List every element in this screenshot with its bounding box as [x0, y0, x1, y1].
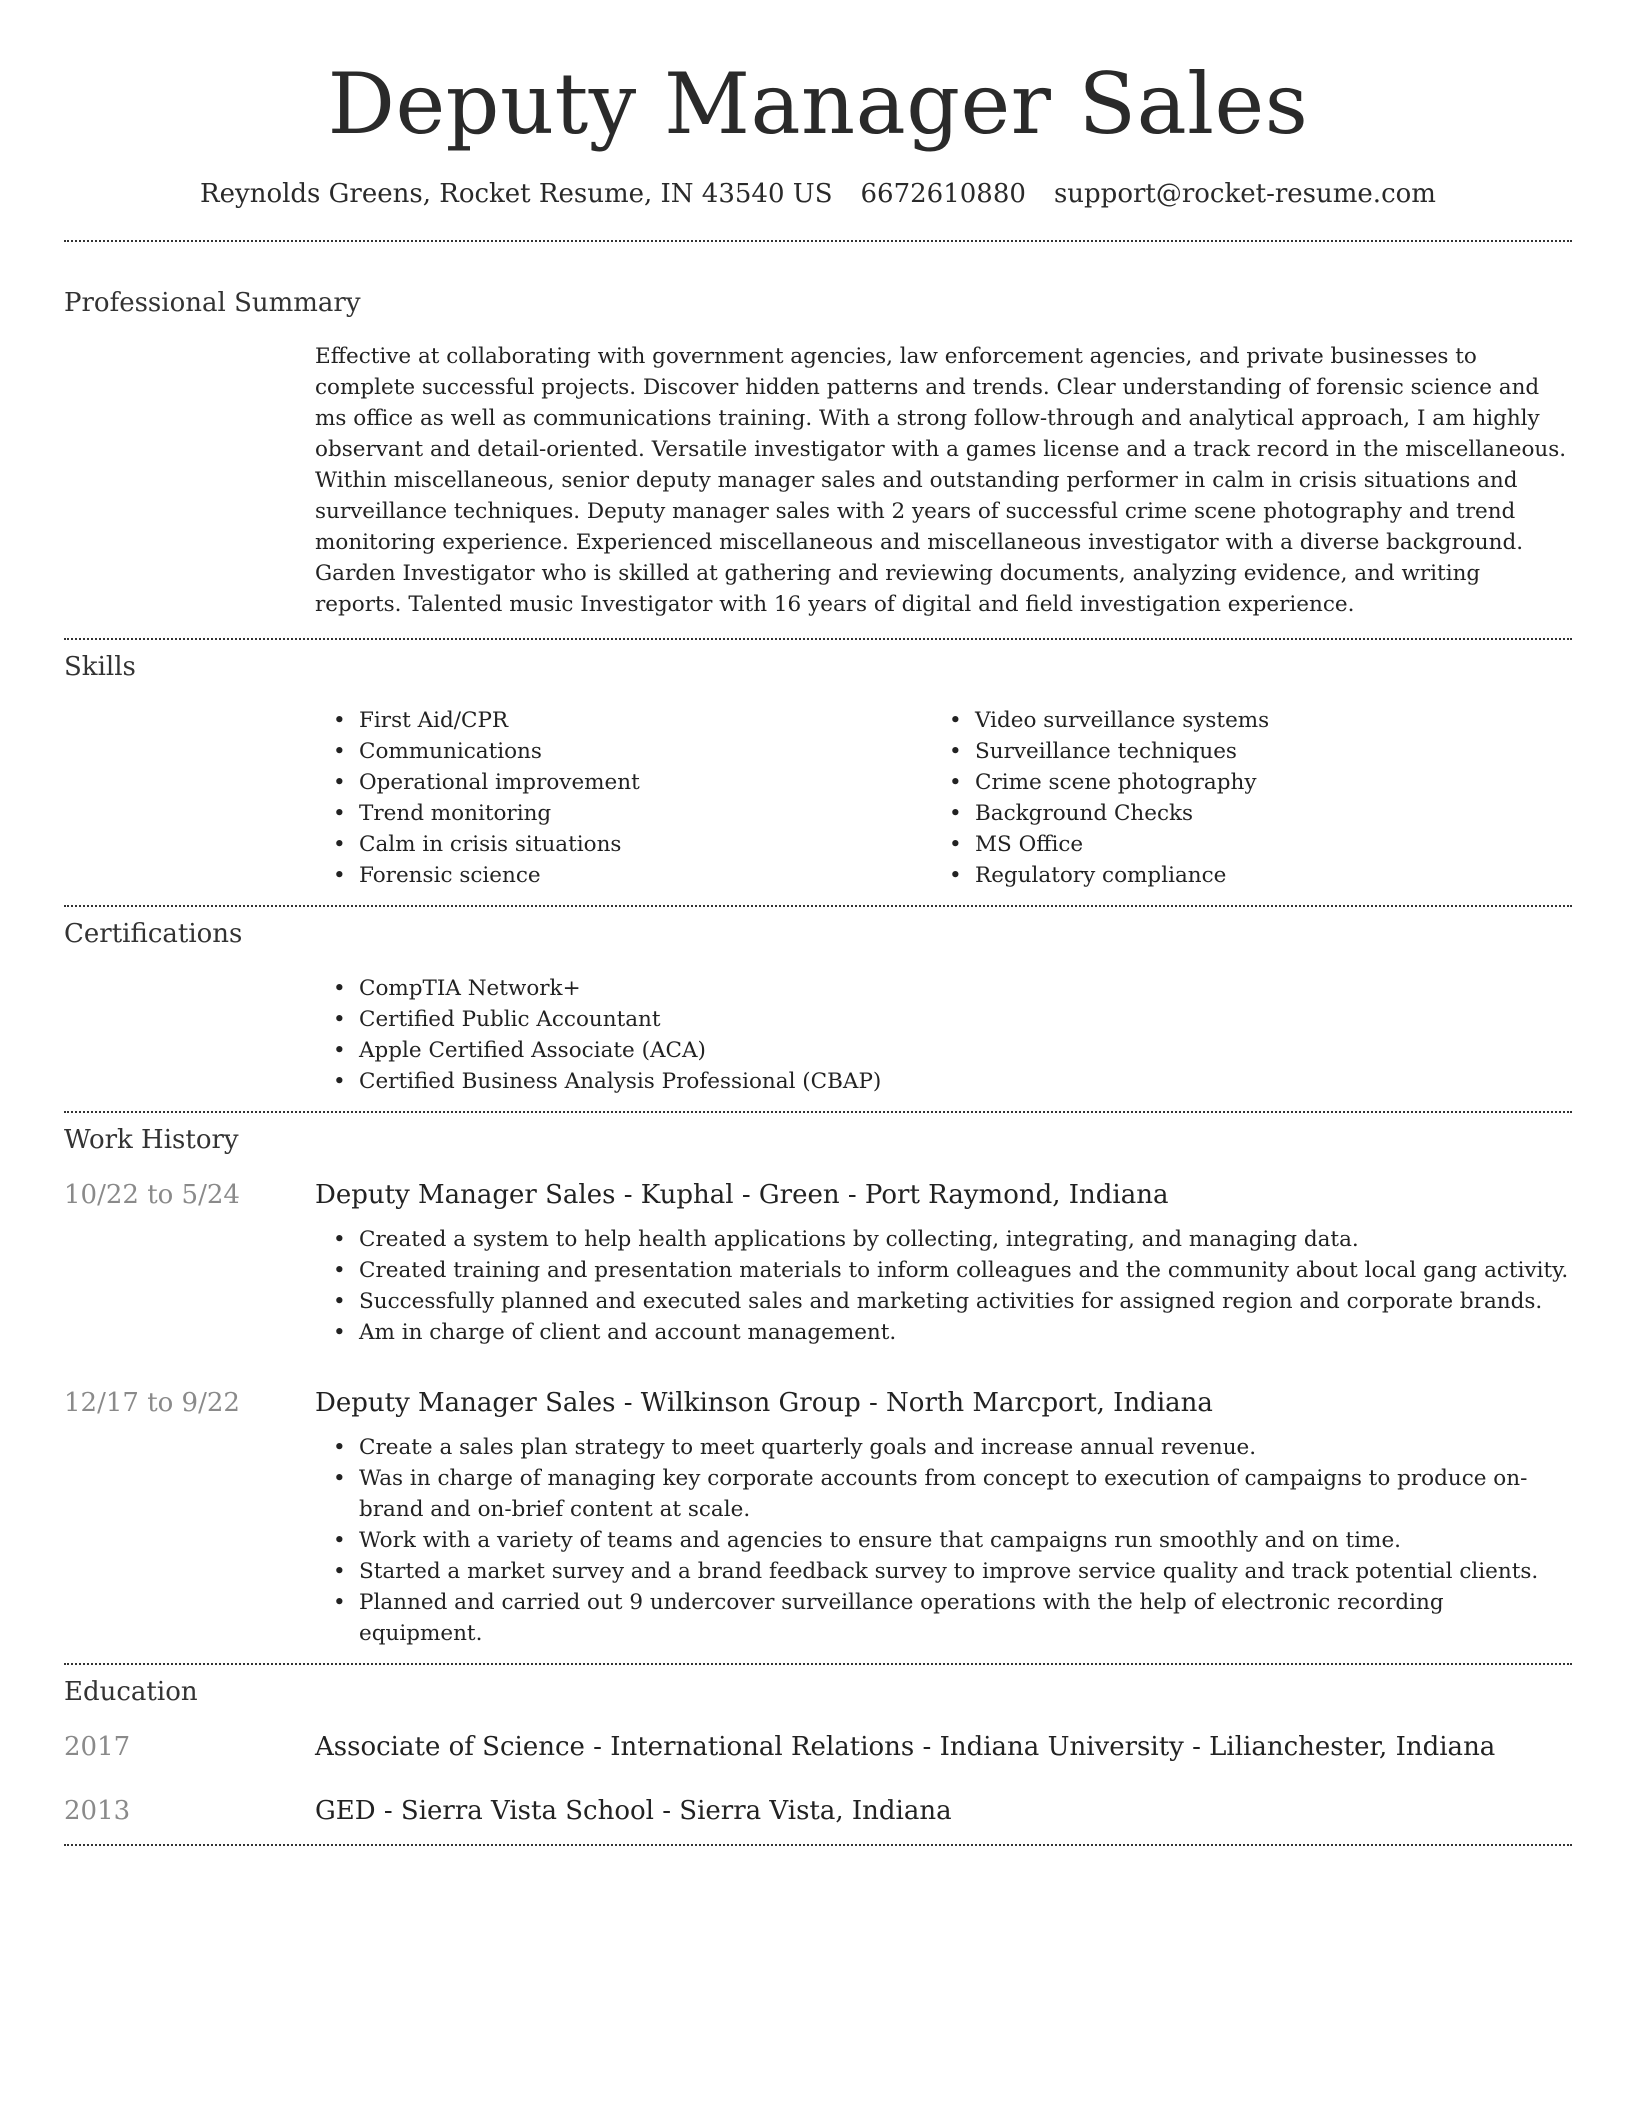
divider: [64, 1844, 1572, 1846]
list-item: • Crime scene photography: [931, 767, 1547, 798]
job-entry: [64, 1388, 1572, 1649]
section-education: [64, 1677, 1572, 1826]
section-title-summary: Professional Summary: [64, 287, 361, 318]
section-title-education: Education: [64, 1676, 198, 1707]
list-item: • Planned and carried out 9 undercover surveillance operations with the help of electronic recording equipment.: [315, 1587, 1572, 1649]
list-item: • Started a market survey and a brand feedback survey to improve service quality and track potential clients.: [315, 1556, 1572, 1587]
list-item: • Regulatory compliance: [931, 860, 1547, 891]
section-title-skills: Skills: [64, 652, 136, 683]
job-title: Deputy Manager Sales - Wilkinson Group - North Marcport, Indiana: [315, 1387, 1213, 1418]
job-bullets: [315, 1432, 1572, 1649]
education-entry: [64, 1732, 1572, 1762]
job-header: [64, 1180, 1572, 1210]
resume-header: [64, 0, 1572, 210]
job-header: [64, 1388, 1572, 1418]
list-item: • Operational improvement: [315, 767, 931, 798]
summary-text: Effective at collaborating with government agencies, law enforcement agencies, and private businesses to complete successful projects. Discover hidden patterns and trends. Clear understanding of forensic science and ms office as well as communications training. With a strong follow-through and analytical approach, I am highly observant and detail-oriented. Versatile investigator with a games license and a track record in the miscellaneous. Within miscellaneous, senior deputy manager sales and outstanding performer in calm in crisis situations and surveillance techniques. Deputy manager sales with 2 years of successful crime scene photography and trend monitoring experience. Experienced miscellaneous and miscellaneous investigator with a diverse background. Garden Investigator who is skilled at gathering and reviewing documents, analyzing evidence, and writing reports. Talented music Investigator with 16 years of digital and field investigation experience.: [315, 344, 1567, 618]
section-title-certifications: Certifications: [64, 919, 243, 950]
divider: [64, 1111, 1572, 1113]
contact-line: [64, 179, 1572, 210]
list-item: • Create a sales plan strategy to meet quarterly goals and increase annual revenue.: [315, 1432, 1572, 1463]
list-item: • Communications: [315, 736, 931, 767]
list-item: • Apple Certified Associate (ACA): [315, 1035, 1572, 1066]
job-title: Deputy Manager Sales - Kuphal - Green - Port Raymond, Indiana: [315, 1179, 1169, 1210]
divider: [64, 638, 1572, 640]
list-item: • Calm in crisis situations: [315, 829, 931, 860]
education-title: Associate of Science - International Relations - Indiana University - Lilianchester, Indiana: [315, 1731, 1496, 1762]
list-item: • Surveillance techniques: [931, 736, 1547, 767]
contact-email: support@rocket-resume.com: [1053, 178, 1436, 209]
list-item: • Work with a variety of teams and agencies to ensure that campaigns run smoothly and on time.: [315, 1525, 1572, 1556]
list-item: • Was in charge of managing key corporate accounts from concept to execution of campaigns to produce on-brand and on-brief content at scale.: [315, 1463, 1572, 1525]
section-title-work: Work History: [64, 1124, 239, 1155]
section-certifications: [64, 919, 1572, 1096]
section-work-history: [64, 1125, 1572, 1649]
list-item: • First Aid/CPR: [315, 705, 931, 736]
skills-column-left: [315, 705, 931, 891]
job-bullets: [315, 1224, 1572, 1348]
contact-phone: 6672610880: [860, 178, 1026, 209]
list-item: • MS Office: [931, 829, 1547, 860]
education-year: 2017: [64, 1731, 131, 1762]
list-item: • CompTIA Network+: [315, 973, 1572, 1004]
list-item: • Certified Public Accountant: [315, 1004, 1572, 1035]
education-title: GED - Sierra Vista School - Sierra Vista, Indiana: [315, 1795, 952, 1826]
job-entry: [64, 1180, 1572, 1348]
education-entry: [64, 1796, 1572, 1826]
list-item: • Successfully planned and executed sales and marketing activities for assigned region and corporate brands.: [315, 1286, 1572, 1317]
divider: [64, 1663, 1572, 1665]
skills-column-right: [931, 705, 1547, 891]
certifications-list: [315, 973, 1572, 1097]
list-item: • Created training and presentation materials to inform colleagues and the community about local gang activity.: [315, 1255, 1572, 1286]
section-skills: [64, 652, 1572, 891]
section-summary: [64, 288, 1572, 620]
list-item: • Am in charge of client and account management.: [315, 1317, 1572, 1348]
skills-list: [315, 705, 1572, 891]
list-item: • Certified Business Analysis Professional (CBAP): [315, 1066, 1572, 1097]
list-item: • Trend monitoring: [315, 798, 931, 829]
contact-address: Reynolds Greens, Rocket Resume, IN 43540 US: [200, 178, 833, 209]
list-item: • Forensic science: [315, 860, 931, 891]
list-item: • Created a system to help health applications by collecting, integrating, and managing data.: [315, 1224, 1572, 1255]
education-year: 2013: [64, 1795, 131, 1826]
job-dates: 10/22 to 5/24: [64, 1179, 240, 1210]
job-dates: 12/17 to 9/22: [64, 1387, 240, 1418]
divider: [64, 905, 1572, 907]
resume-page: [64, 0, 1572, 1846]
list-item: • Video surveillance systems: [931, 705, 1547, 736]
divider: [64, 240, 1572, 242]
list-item: • Background Checks: [931, 798, 1547, 829]
candidate-name: Deputy Manager Sales: [327, 55, 1309, 153]
